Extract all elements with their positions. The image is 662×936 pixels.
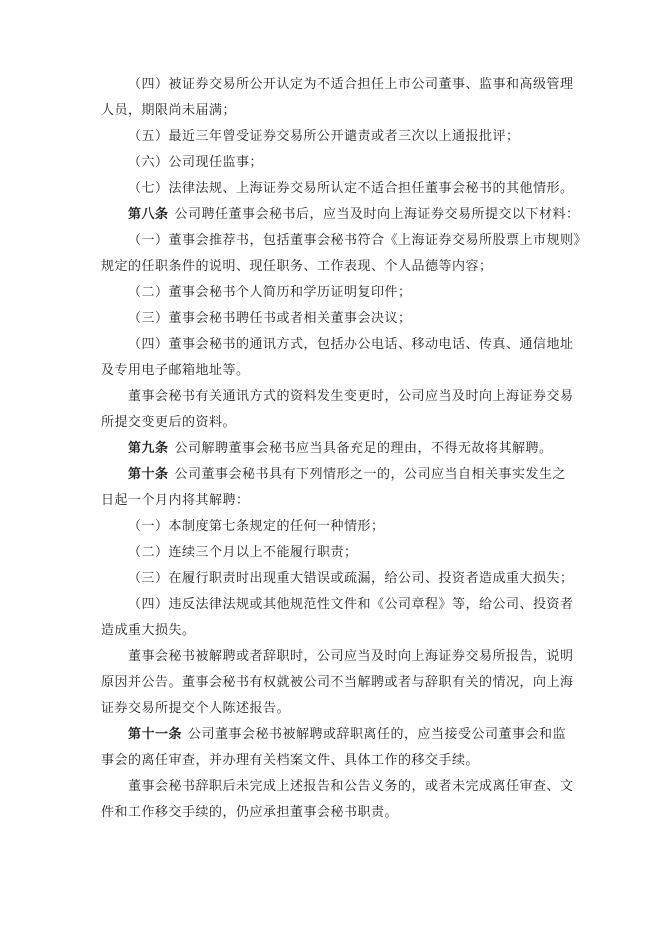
line-text: 日起一个月内将其解聘： <box>101 493 250 508</box>
article-number: 第十条 <box>128 467 169 482</box>
line-text: （七）法律法规、上海证券交易所认定不适合担任董事会秘书的其他情形。 <box>128 181 574 196</box>
line-text: 及专用电子邮箱地址等。 <box>101 363 250 378</box>
line-text: 公司董事会秘书具有下列情形之一的，公司应当自相关事实发生之 <box>174 467 567 482</box>
text-line <box>101 202 580 228</box>
line-text: （三）董事会秘书聘任书或者相关董事会决议； <box>128 311 412 326</box>
text-line <box>101 124 560 150</box>
paragraph <box>101 176 574 202</box>
text-line <box>101 358 560 384</box>
text-line <box>101 566 574 592</box>
line-text: （四）董事会秘书的通讯方式，包括办公电话、移动电话、传真、通信地址 <box>128 337 574 352</box>
line-text: （五）最近三年曾受证券交易所公开谴责或者三次以上通报批评； <box>128 129 520 144</box>
text-line <box>101 592 574 618</box>
text-line <box>101 254 560 280</box>
paragraph <box>101 592 574 644</box>
line-text: （四）违反法律法规或其他规范性文件和《公司章程》等，给公司、投资者 <box>128 597 574 612</box>
paragraph <box>101 306 560 332</box>
text-line <box>101 540 560 566</box>
paragraph <box>101 384 574 436</box>
line-text: （二）连续三个月以上不能履行职责； <box>128 545 358 560</box>
document-body <box>101 72 588 826</box>
line-text: 证券交易所提交个人陈述报告。 <box>101 701 291 716</box>
text-line <box>101 410 560 436</box>
text-line <box>101 800 560 826</box>
article-paragraph <box>101 202 580 228</box>
line-text: 所提交变更后的资料。 <box>101 415 237 430</box>
text-line <box>101 176 574 202</box>
article-number: 第九条 <box>128 441 169 456</box>
article-number: 第十一条 <box>128 727 183 742</box>
line-text: 原因并公告。董事会秘书有权就被公司不当解聘或者与辞职有关的情况，向上海 <box>101 675 574 690</box>
line-text: 人员，期限尚未届满； <box>101 103 237 118</box>
text-line <box>101 462 567 488</box>
text-line <box>101 644 574 670</box>
article-paragraph <box>101 462 567 514</box>
text-line <box>101 670 574 696</box>
paragraph <box>101 566 574 592</box>
paragraph <box>101 228 588 280</box>
text-line <box>101 72 574 98</box>
line-text: 公司聘任董事会秘书后，应当及时向上海证券交易所提交以下材料： <box>174 207 580 222</box>
text-line <box>101 514 560 540</box>
line-text: 件和工作移交手续的，仍应承担董事会秘书职责。 <box>101 805 399 820</box>
paragraph <box>101 540 560 566</box>
line-text: 事会的离任审查，并办理有关档案文件、具体工作的移交手续。 <box>101 753 480 768</box>
line-text: 公司解聘董事会秘书应当具备充足的理由，不得无故将其解聘。 <box>174 441 553 456</box>
line-text: 公司董事会秘书被解聘或辞职离任的，应当接受公司董事会和监 <box>188 727 567 742</box>
line-text: （一）本制度第七条规定的任何一种情形； <box>128 519 385 534</box>
line-text: （二）董事会秘书个人简历和学历证明复印件； <box>128 285 412 300</box>
text-line <box>101 150 560 176</box>
text-line <box>101 436 560 462</box>
paragraph <box>101 124 560 150</box>
article-number: 第八条 <box>128 207 169 222</box>
line-text: 董事会秘书辞职后未完成上述报告和公告义务的，或者未完成离任审查、文 <box>128 779 574 794</box>
paragraph <box>101 644 574 722</box>
line-text: （六）公司现任监事； <box>128 155 264 170</box>
paragraph <box>101 332 574 384</box>
paragraph <box>101 774 574 826</box>
line-text: （三）在履行职责时出现重大错误或疏漏，给公司、投资者造成重大损失； <box>128 571 574 586</box>
text-line <box>101 748 560 774</box>
line-text: 造成重大损失。 <box>101 623 196 638</box>
text-line <box>101 618 560 644</box>
article-paragraph <box>101 436 560 462</box>
paragraph <box>101 72 574 124</box>
text-line <box>101 722 567 748</box>
line-text: 董事会秘书被解聘或者辞职时，公司应当及时向上海证券交易所报告，说明 <box>128 649 574 664</box>
line-text: 董事会秘书有关通讯方式的资料发生变更时，公司应当及时向上海证券交易 <box>128 389 574 404</box>
text-line <box>101 774 574 800</box>
line-text: （一）董事会推荐书，包括董事会秘书符合《上海证券交易所股票上市规则》 <box>128 233 588 248</box>
text-line <box>101 488 560 514</box>
text-line <box>101 332 574 358</box>
article-paragraph <box>101 722 567 774</box>
paragraph <box>101 514 560 540</box>
text-line <box>101 98 560 124</box>
text-line <box>101 696 560 722</box>
line-text: （四）被证券交易所公开认定为不适合担任上市公司董事、监事和高级管理 <box>128 77 574 92</box>
line-text: 规定的任职条件的说明、现任职务、工作表现、个人品德等内容； <box>101 259 493 274</box>
paragraph <box>101 150 560 176</box>
text-line <box>101 306 560 332</box>
text-line <box>101 228 588 254</box>
text-line <box>101 384 574 410</box>
text-line <box>101 280 560 306</box>
paragraph <box>101 280 560 306</box>
